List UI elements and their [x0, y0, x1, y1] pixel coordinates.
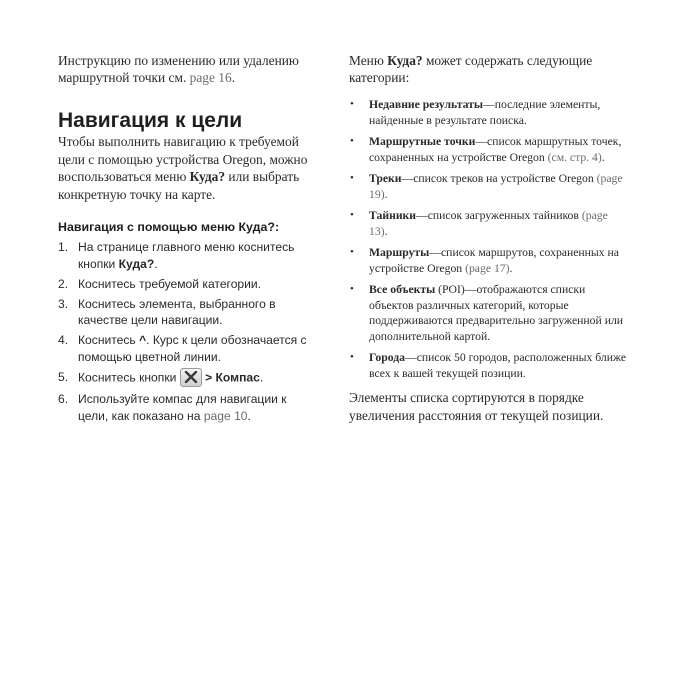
bullet-icon: •: [350, 209, 354, 221]
category-item: • Недавние результаты—последние элементы, найденные в результате поиска.: [350, 98, 601, 127]
category-item: • Все объекты (POI)—отображаются списки объектов различных категорий, которые поддерживаются предварительно загруженной или дополнительной картой.: [350, 283, 624, 343]
go-arrow-symbol: ^: [139, 333, 147, 347]
intro-paragraph: Инструкцию по изменению или удалению маршрутной точки см. page 16.: [58, 53, 299, 85]
category-item: • Тайники—список загруженных тайников (page 13).: [350, 209, 608, 238]
page-13-link[interactable]: (page 13): [369, 209, 608, 238]
step-item: 6. Используйте компас для навигации к цели, как показано на page 10.: [58, 392, 287, 423]
page-16-link[interactable]: page 16: [189, 70, 232, 85]
categories-intro: Меню Куда? может содержать следующие категории:: [349, 53, 593, 85]
bullet-icon: •: [350, 283, 354, 295]
category-item: • Маршрутные точки—список маршрутных точек, сохраненных на устройстве Oregon (см. стр. 4).: [350, 135, 622, 164]
bullet-icon: •: [350, 135, 354, 147]
bullet-icon: •: [350, 98, 354, 110]
tools-icon: [180, 368, 202, 387]
category-list: [349, 97, 629, 381]
step-item: 5. Коснитесь кнопки > Компас.: [58, 369, 320, 388]
sorting-note: Элементы списка сортируются в порядке увеличения расстояния от текущей позиции.: [349, 390, 604, 423]
step-item: 4. Коснитесь ^. Курс к цели обозначается с помощью цветной линии.: [58, 333, 307, 364]
page-19-link[interactable]: (page 19): [369, 172, 623, 201]
bullet-icon: •: [350, 172, 354, 184]
procedure-steps: [58, 239, 320, 424]
right-column: [349, 52, 629, 424]
step-item: 1. На странице главного меню коснитесь кнопки Куда?.: [58, 240, 295, 271]
bullet-icon: •: [350, 246, 354, 258]
procedure-title: Навигация с помощью меню Куда?:: [58, 220, 280, 234]
category-item: • Города—список 50 городов, расположенных ближе всех к вашей текущей позиции.: [350, 351, 627, 380]
bullet-icon: •: [350, 351, 354, 363]
page-10-link[interactable]: page 10: [203, 408, 248, 423]
step-item: 3. Коснитесь элемента, выбранного в качестве цели навигации.: [58, 296, 276, 327]
left-column: [58, 52, 320, 428]
section-body: Чтобы выполнить навигацию к требуемой цели с помощью устройства Oregon, можно воспользоваться меню Куда? или выбрать конкретную точку на карте.: [58, 134, 308, 202]
section-title: Навигация к цели: [58, 109, 243, 132]
step-item: 2. Коснитесь требуемой категории.: [58, 276, 262, 291]
page-17-link[interactable]: (page 17): [465, 261, 510, 275]
category-item: • Маршруты—список маршрутов, сохраненных на устройстве Oregon (page 17).: [350, 246, 619, 275]
category-item: • Треки—список треков на устройстве Oregon (page 19).: [350, 172, 623, 201]
page-4-link[interactable]: (см. стр. 4): [547, 150, 602, 164]
